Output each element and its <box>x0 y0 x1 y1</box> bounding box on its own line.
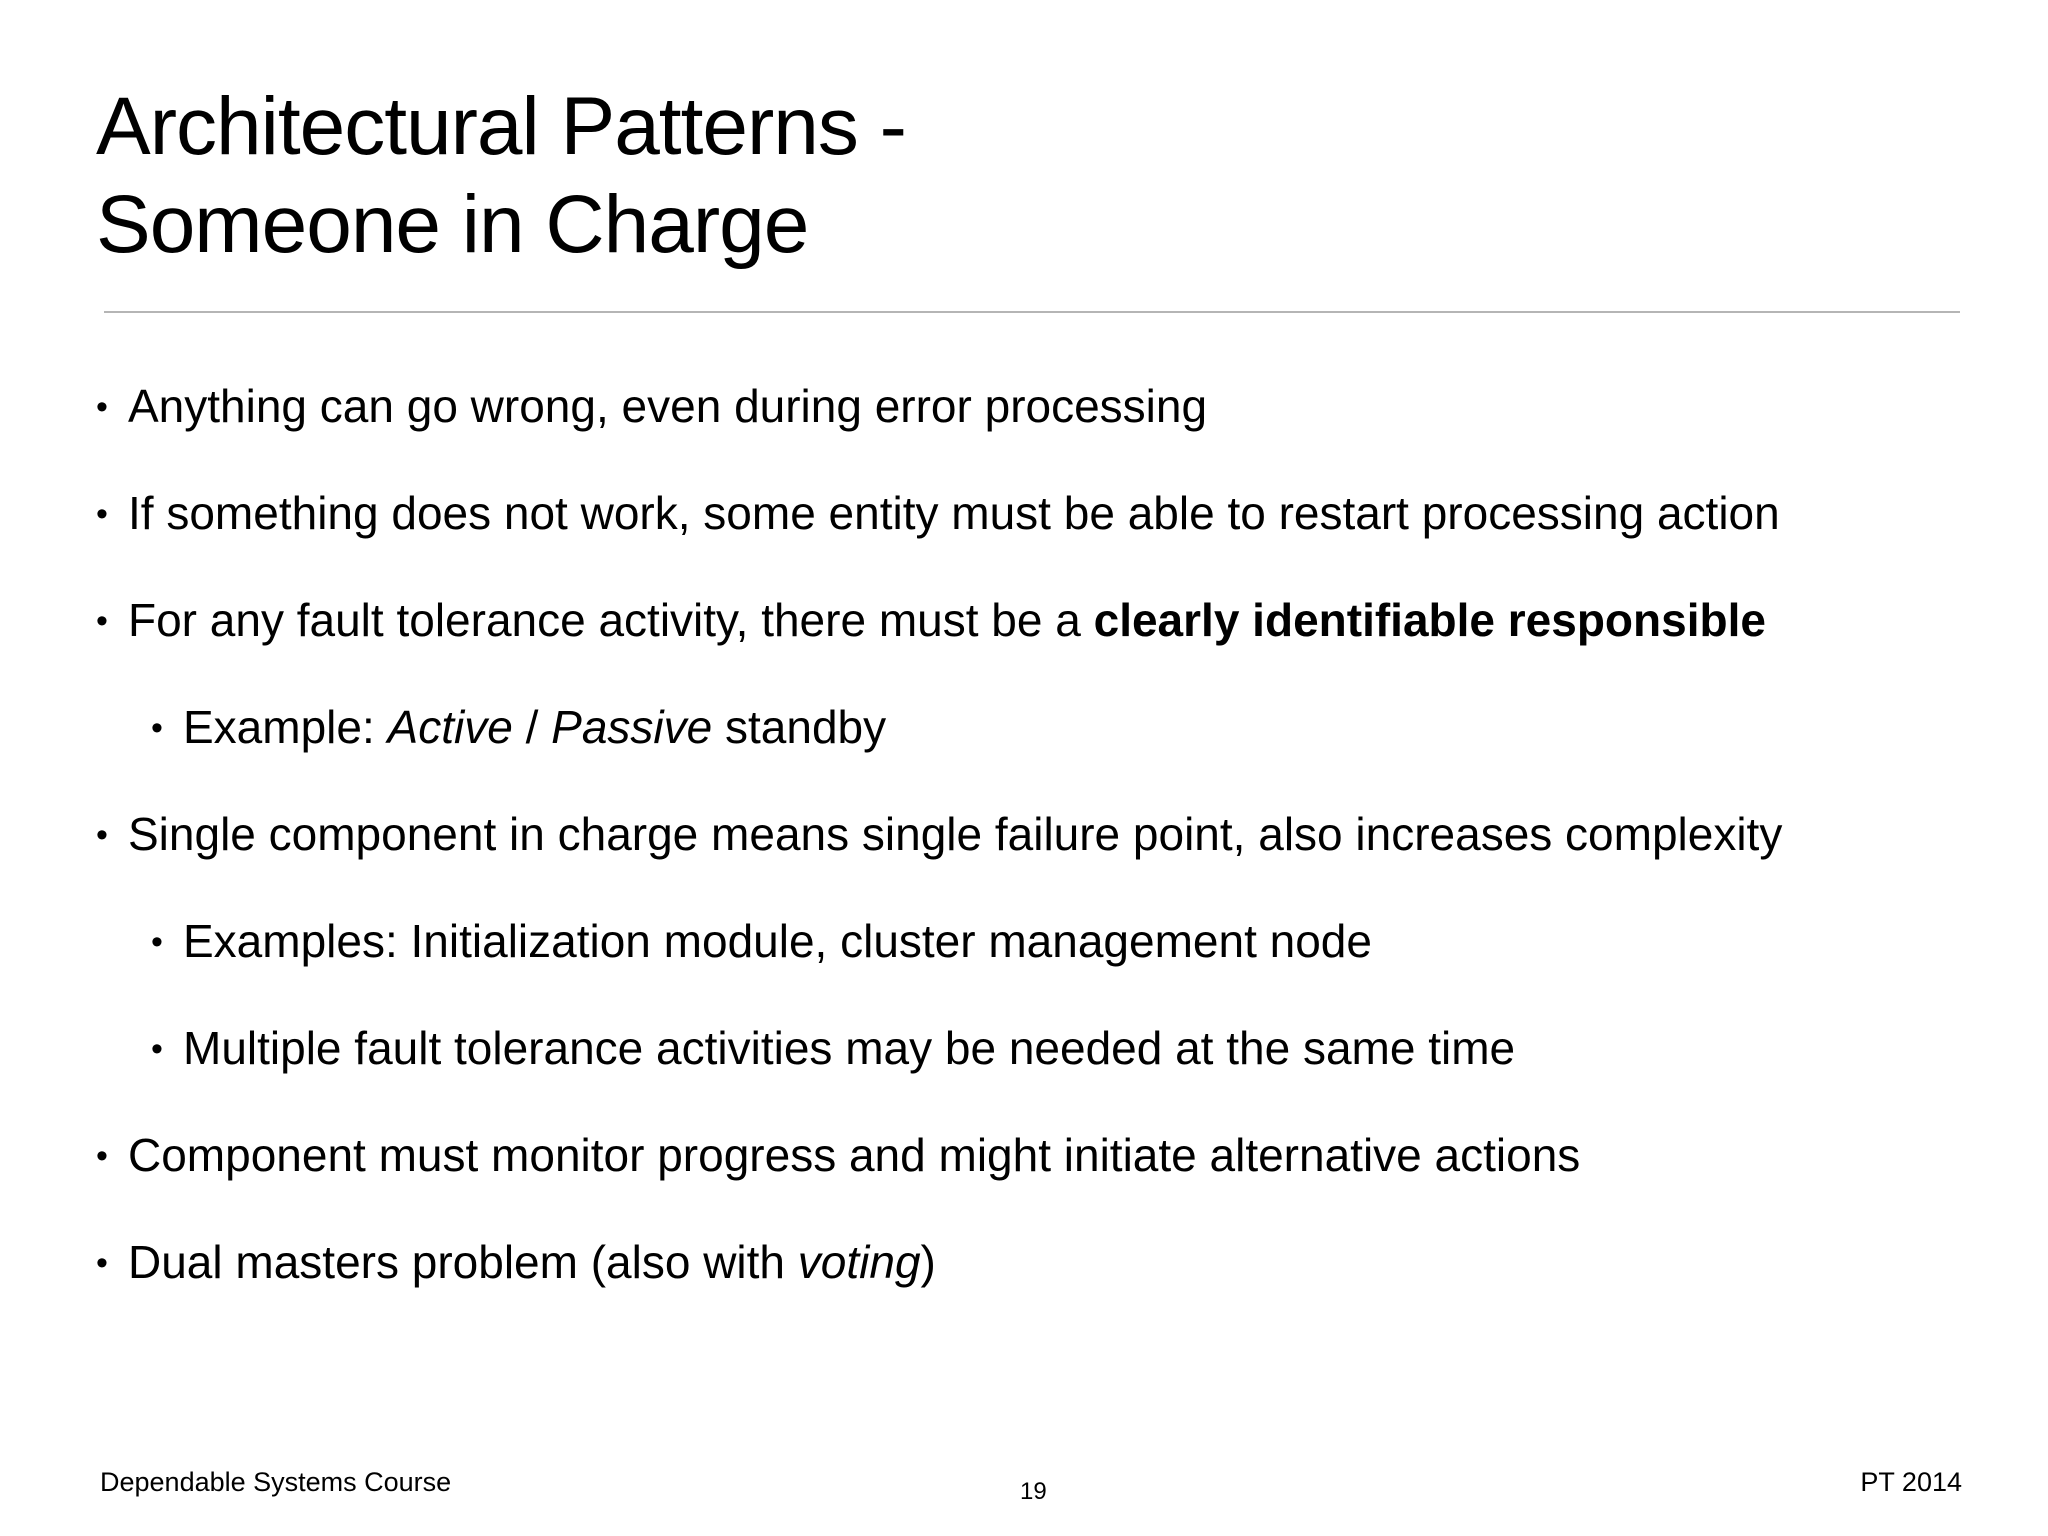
bullet-text: Single component in charge means single failure point, also increases complexity <box>128 808 1783 860</box>
footer-course-name: Dependable Systems Course <box>100 1467 452 1497</box>
bullet-text-suffix: ) <box>920 1236 936 1288</box>
bullet-text: Dual masters problem (also with <box>128 1236 798 1288</box>
bullet-icon: • <box>151 709 163 747</box>
bullet-icon: • <box>96 1137 108 1175</box>
footer-author-year: PT 2014 <box>1860 1467 1962 1497</box>
footer-page-number: 19 <box>1020 1478 1047 1505</box>
bullet-icon: • <box>96 495 108 533</box>
bullet-text: If something does not work, some entity must be able to restart processing action <box>128 487 1780 539</box>
bullet-item-3 <box>96 592 1766 649</box>
slide-title-line-1: Architectural Patterns - <box>96 81 906 172</box>
sub-bullet-item-1 <box>151 699 886 756</box>
bullet-item-5 <box>96 1127 1580 1184</box>
bullet-text: For any fault tolerance activity, there must be a <box>128 594 1094 646</box>
bullet-icon: • <box>96 602 108 640</box>
bullet-text: Component must monitor progress and might initiate alternative actions <box>128 1129 1581 1181</box>
bullet-icon: • <box>96 388 108 426</box>
sub-bullet-item-3 <box>151 1020 1515 1077</box>
bullet-item-2 <box>96 485 1780 542</box>
bullet-item-1 <box>96 378 1207 435</box>
bullet-icon: • <box>151 923 163 961</box>
bullet-icon: • <box>151 1030 163 1068</box>
bullet-text: Anything can go wrong, even during error processing <box>128 380 1208 432</box>
bullet-text: Multiple fault tolerance activities may be needed at the same time <box>183 1022 1516 1074</box>
bullet-text: Examples: Initialization module, cluster management node <box>183 915 1372 967</box>
bullet-text-italic-voting: voting <box>797 1236 921 1288</box>
bullet-text: Example: <box>183 701 388 753</box>
bullet-item-6 <box>96 1234 936 1291</box>
bullet-icon: • <box>96 816 108 854</box>
title-divider <box>104 311 1960 313</box>
bullet-text-separator: / <box>512 701 552 753</box>
sub-bullet-item-2 <box>151 913 1372 970</box>
bullet-item-4 <box>96 806 1782 863</box>
bullet-text-suffix: standby <box>712 701 887 753</box>
bullet-text-italic-passive: Passive <box>551 701 713 753</box>
slide-title-line-2: Someone in Charge <box>96 179 809 270</box>
slide-title <box>96 78 906 274</box>
bullet-icon: • <box>96 1244 108 1282</box>
bullet-text-italic-active: Active <box>387 701 513 753</box>
bullet-text-bold: clearly identifiable responsible <box>1093 594 1766 646</box>
